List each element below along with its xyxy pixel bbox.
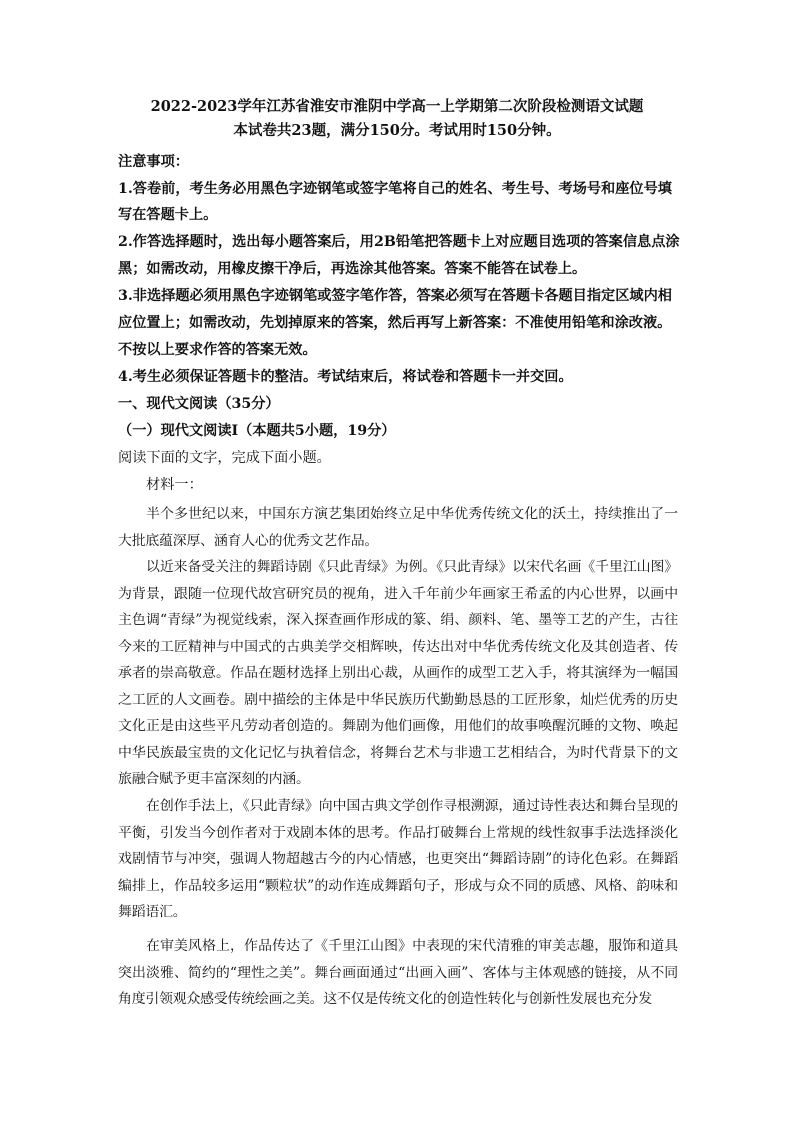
notice-line: 黑；如需改动，用橡皮擦干净后，再选涂其他答案。答案不能答在试卷上。 [118, 261, 587, 277]
subsection-heading: （一）现代文阅读Ⅰ（本题共5小题，19分） [118, 423, 396, 439]
passage-paragraph: 以近来备受关注的舞蹈诗剧《只此青绿》为例。《只此青绿》以宋代名画《千里江山图》为背景，跟随一位现代故宫研究员的视角，进入千年前少年画家王希孟的内心世界，以画中主色调“青绿”为视觉线索，深入探查画作形成的篆、绢、颜料、笔、墨等工艺的产生，古往今来的工匠精神与中国式的古典美学交相辉映，传达出对中华优秀传统文化及其创造者、传承者的崇高敬意。作品在题材选择上别出心裁，从画作的成型工艺入手，将其演绎为一幅国之工匠的人文画卷。剧中描绘的主体是中华民族历代勤勤恳恳的工匠形象，灿烂优秀的历史文化正是由这些平凡劳动者创造的。舞剧为他们画像，用他们的故事唤醒沉睡的文物、唤起中华民族最宝贵的文化记忆与执着信念，将舞台艺术与非遗工艺相结合，为时代背景下的文旅融合赋予更丰富深刻的内涵。 [118, 559, 678, 787]
notice-line: 3.非选择题必须用黑色字迹钢笔或签字笔作答，答案必须写在答题卡各题目指定区域内相 [118, 288, 672, 304]
passage-paragraph: 在审美风格上，作品传达了《千里江山图》中表现的宋代清雅的审美志趣，服饰和道具突出淡雅、简约的“理性之美”。舞台画面通过“出画入画”、客体与主体观感的链接，从不同角度引领观众感受传统绘画之美。这不仅是传统文化的创造性转化与创新性发展也充分发 [118, 938, 678, 1007]
reading-instruction: 阅读下面的文字，完成下面小题。 [118, 450, 331, 466]
passage-paragraph: 在创作手法上，《只此青绿》向中国古典文学创作寻根溯源，通过诗性表达和舞台呈现的平衡，引发当今创作者对于戏剧本体的思考。作品打破舞台上常规的线性叙事手法选择淡化戏剧情节与冲突，强调人物超越古今的内心情感，也更突出“舞蹈诗剧”的诗化色彩。在舞蹈编排上，作品较多运用“颗粒状”的动作连成舞蹈句子，形成与众不同的质感、风格、韵味和舞蹈语汇。 [118, 798, 678, 920]
exam-subtitle: 本试卷共23题，满分150分。考试用时150分钟。 [233, 122, 561, 139]
passage-paragraph: 半个多世纪以来，中国东方演艺集团始终立足中华优秀传统文化的沃土，持续推出了一大批底蕴深厚、涵育人心的优秀文艺作品。 [118, 506, 678, 549]
notice-line: 写在答题卡上。 [118, 207, 218, 223]
notice-line: 4.考生必须保证答题卡的整洁。考试结束后，将试卷和答题卡一并交回。 [118, 369, 573, 385]
notice-line: 2.作答选择题时，选出每小题答案后，用2B铅笔把答题卡上对应题目选项的答案信息点涂 [118, 234, 680, 250]
notice-line: 应位置上；如需改动，先划掉原来的答案，然后再写上新答案：不准使用铅笔和涂改液。 [118, 315, 672, 331]
exam-title: 2022-2023学年江苏省淮安市淮阴中学高一上学期第二次阶段检测语文试题 [150, 98, 644, 115]
notice-heading: 注意事项： [118, 154, 189, 170]
notice-line: 不按以上要求作答的答案无效。 [118, 342, 317, 358]
material-label: 材料一： [146, 477, 203, 493]
notice-line: 1.答卷前，考生务必用黑色字迹钢笔或签字笔将自己的姓名、考生号、考场号和座位号填 [118, 181, 672, 197]
section-heading: 一、现代文阅读（35分） [118, 396, 280, 412]
